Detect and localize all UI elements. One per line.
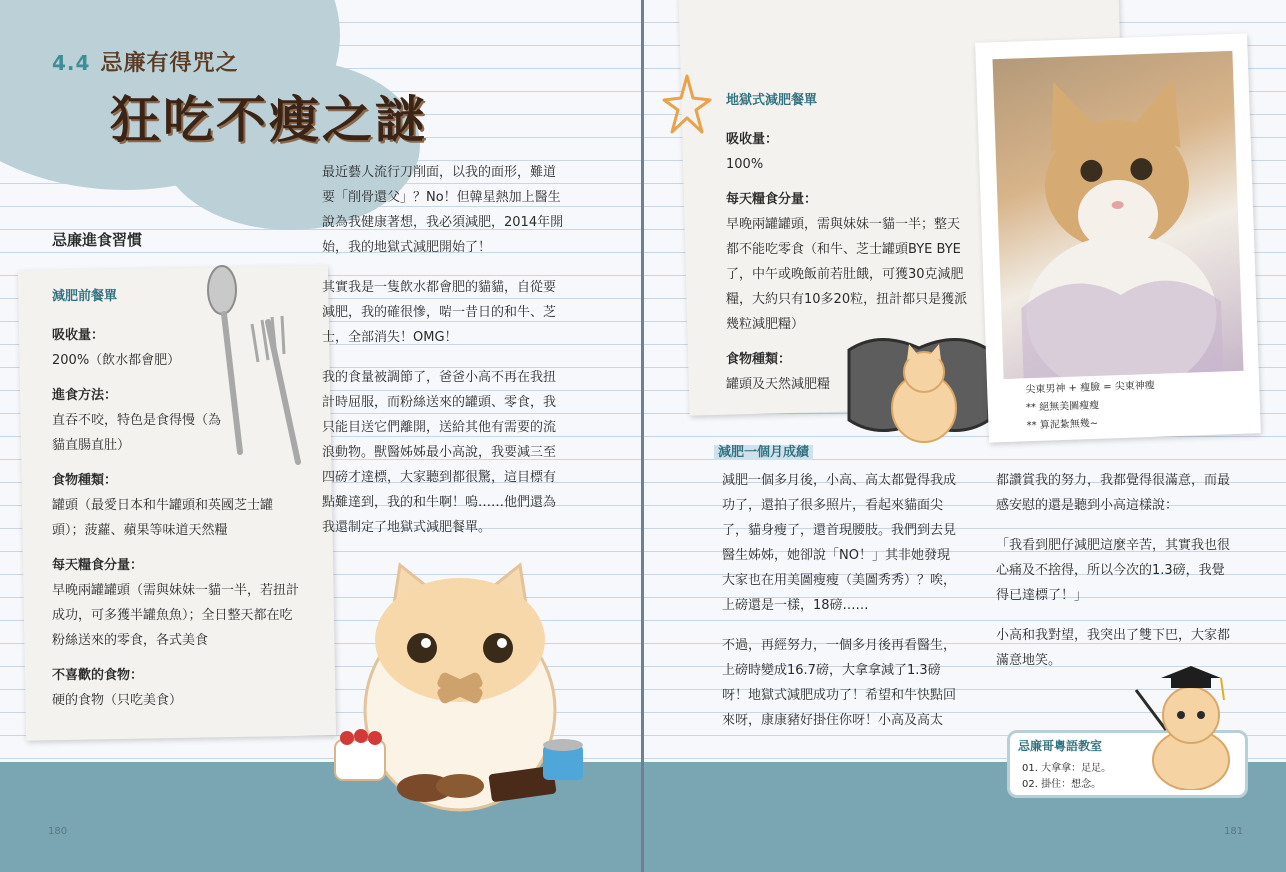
glossary-item: 01. 大拿拿：足足。 — [1022, 763, 1112, 774]
before-menu-heading: 減肥前餐單 — [52, 289, 118, 304]
body-paragraph: 最近藝人流行刀削面，以我的面形，難道要「削骨還父」？No！但韓星熱加上醫生說為我健康著想，我必須減肥，2014年開始，我的地獄式減肥開始了！ — [322, 165, 564, 255]
chapter-number: 4.4 忌廉有得咒之 — [52, 51, 239, 76]
before-menu — [52, 284, 302, 713]
before-item — [52, 323, 302, 373]
page-number-left: 180 — [48, 826, 68, 837]
cat-scratch-pad-illustration — [839, 330, 999, 445]
photo-caption-line: ** 絕無美圖瘦瘦 — [1025, 400, 1100, 414]
before-item-label: 進食方法： — [52, 388, 118, 403]
body-paragraph: 減肥一個多月後，小高、高太都覺得我成功了，還拍了很多照片，看起來貓面尖了，貓身瘦了，還首現腰肢。我們到去見醫生姊姊，她卻說「NO！」其非她發現大家也在用美圖瘦瘦（美圖秀秀）？唉，上磅還是一樣，18磅…… — [722, 473, 957, 613]
before-item-value: 罐頭（最愛日本和牛罐頭和英國芝士罐頭）；菠蘿、蘋果等味道天然糧 — [52, 498, 274, 538]
before-item — [52, 383, 232, 458]
photo-caption-line: ** 算泥紮無幾~ — [1026, 418, 1099, 432]
before-item — [52, 468, 302, 543]
before-item-value: 早晚兩罐罐頭（需與妹妹一貓一半，若扭計成功，可多獲半罐魚魚）；全日整天都在吃粉絲送來的零食，各式美食 — [52, 583, 300, 648]
before-item-label: 每天糧食分量： — [52, 558, 144, 573]
after-item — [726, 127, 971, 177]
cat-illustration — [325, 560, 615, 820]
results-column-2 — [996, 468, 1236, 688]
cat-photo-image — [992, 51, 1243, 379]
before-item-label: 不喜歡的食物： — [52, 668, 144, 683]
before-item-label: 食物種類： — [52, 473, 118, 488]
before-item — [52, 553, 302, 653]
section-heading: 忌廉進食習慣 — [52, 231, 143, 249]
body-paragraph: 「我看到肥仔減肥這麼辛苦，其實我也很心痛及不捨得，所以今次的1.3磅，我覺得已達標了！」 — [996, 538, 1231, 603]
results-column-1 — [722, 468, 962, 748]
after-item-label: 食物種類： — [726, 352, 792, 367]
after-item-value: 100% — [726, 157, 764, 172]
body-paragraph: 其實我是一隻飲水都會肥的貓貓，自從要減肥，我的確很慘，啱一昔日的和牛、芝士，全部消失！OMG！ — [322, 280, 557, 345]
glossary-item: 02. 掛住：想念。 — [1022, 779, 1102, 790]
chapter-title: 狂吃不瘦之謎 — [110, 90, 428, 149]
before-item-value: 硬的食物（只吃美食） — [52, 693, 183, 708]
after-item — [726, 187, 971, 337]
star-icon — [662, 72, 712, 136]
before-item-label: 吸收量： — [52, 328, 105, 343]
body-text-column — [322, 160, 567, 555]
after-item-label: 每天糧食分量： — [726, 192, 818, 207]
body-paragraph: 都讚賞我的努力，我都覺得很滿意，而最感安慰的還是聽到小高這樣說： — [996, 473, 1231, 513]
right-page — [644, 0, 1286, 872]
body-paragraph: 小高和我對望，我突出了雙下巴，大家都滿意地笑。 — [996, 628, 1231, 668]
photo-caption — [1025, 374, 1237, 435]
before-item-value: 直吞不咬，特色是食得慢（為貓直腸直肚） — [52, 413, 222, 453]
results-heading-text: 減肥一個月成績 — [714, 445, 813, 460]
cat-photo — [992, 51, 1243, 379]
left-page — [0, 0, 642, 872]
professor-cat-illustration — [1126, 660, 1246, 790]
page-number-right: 181 — [1224, 826, 1244, 837]
glossary-title: 忌廉哥粵語教室 — [1018, 739, 1103, 753]
results-heading — [714, 440, 813, 465]
after-item-label: 吸收量： — [726, 132, 779, 147]
after-item-value: 罐頭及天然減肥糧 — [726, 377, 831, 392]
body-paragraph: 不過，再經努力，一個多月後再看醫生，上磅時變成16.7磅，大拿拿減了1.3磅呀！地獄式減肥成功了！希望和牛快點回來呀，康康豬好掛住你呀！小高及高太 — [722, 638, 957, 728]
photo-caption-line: 尖東男神 + 瘦臉 = 尖東神瘦 — [1025, 380, 1156, 396]
chapter-subtitle: 忌廉有得咒之 — [100, 51, 239, 76]
before-item — [52, 663, 302, 713]
after-menu-heading: 地獄式減肥餐單 — [726, 93, 818, 108]
before-item-value: 200%（飲水都會肥） — [52, 353, 181, 368]
body-paragraph: 我的食量被調節了，爸爸小高不再在我扭計時屈服，而粉絲送來的罐頭、零食，我只能目送它們離開，送給其他有需要的流浪動物。獸醫姊姊最小高說，我要減三至四磅才達標，大家聽到都很驚，這目標有點難達到，我的和牛啊！嗚……他們還為我還制定了地獄式減肥餐單。 — [322, 370, 557, 535]
after-item-value: 早晚兩罐罐頭，需與妹妹一貓一半；整天都不能吃零食（和牛、芝士罐頭BYE BYE了，中午或晚飯前若肚餓，可獲30克減肥糧，大約只有10多20粒，扭計都只是獲派幾粒減肥糧） — [726, 217, 968, 332]
